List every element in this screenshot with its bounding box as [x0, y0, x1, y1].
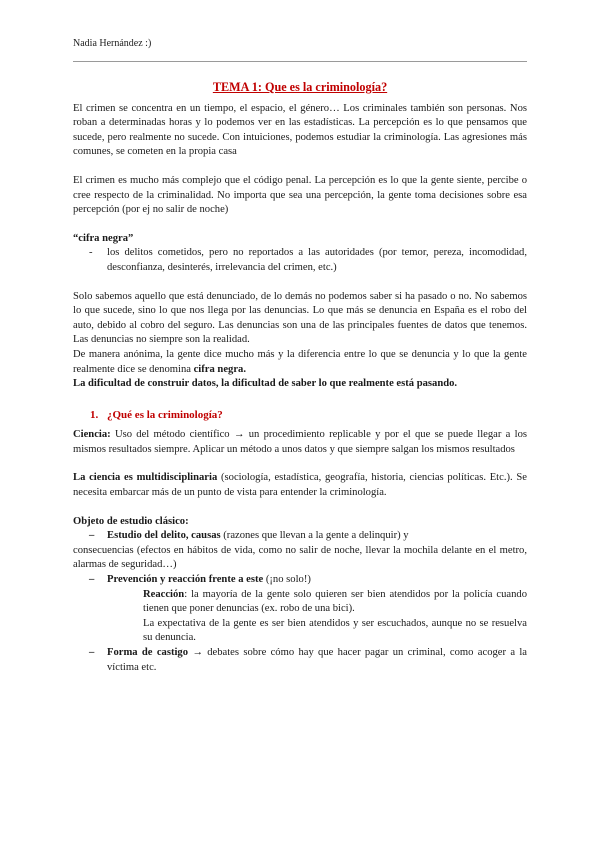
- expectativa-paragraph: La expectativa de la gente es ser bien atendidos y ser escuchados, aunque no se resuelva su denuncia.: [143, 617, 527, 644]
- dash-marker: –: [89, 574, 95, 586]
- objeto-item-estudio: [73, 529, 527, 544]
- anonima-text: De manera anónima, la gente dice mucho más y la diferencia entre lo que se denuncia y lo que la gente realmente dice se denomina: [73, 348, 527, 375]
- estudio-label: Estudio del delito, causas: [107, 530, 221, 542]
- cifra-negra-heading: “cifra negra”: [73, 232, 134, 244]
- paragraph-multidisciplinaria: [73, 471, 527, 500]
- paragraph-perception: El crimen es mucho más complejo que el código penal. La percepción es lo que la gente siente, percibe o cree respecto de la criminalidad. No importa que sea una percepción, la gente toma decisiones sobre esa percepción (por ej no salir de noche): [73, 174, 527, 216]
- section-label: ¿Qué es la criminología?: [107, 408, 223, 421]
- bullet-marker: -: [89, 247, 93, 259]
- paragraph-anonima: [73, 348, 527, 377]
- header-divider: [73, 61, 527, 62]
- objeto-item-castigo: [73, 646, 527, 675]
- section-heading-1: [73, 408, 527, 423]
- ciencia-label: Ciencia:: [73, 429, 111, 441]
- objeto-heading: Objeto de estudio clásico:: [73, 515, 189, 527]
- reaccion-text: : la mayoría de la gente solo quieren ser bien atendidos por la policía cuando tienen que poner denuncias (ex. robo de una bici).: [143, 588, 527, 615]
- page-title: TEMA 1: Que es la criminología?: [212, 80, 388, 94]
- prevencion-label: Prevención y reacción frente a este: [107, 574, 264, 586]
- multi-text: (sociología, estadística, geografía, historia, ciencias políticas. Etc.). Se necesita embarcar más de un punto de vista para entender la criminología.: [73, 472, 527, 499]
- dash-marker: –: [89, 647, 95, 658]
- reaccion-label: Reacción: [143, 588, 185, 600]
- estudio-continuation: consecuencias (efectos en hábitos de vida, como no salir de noche, llevar la mochila delante en el metro, alarmas de seguridad…): [73, 544, 527, 571]
- multi-label: La ciencia es multidisciplinaria: [73, 472, 218, 484]
- paragraph-dificultad: La dificultad de construir datos, la dificultad de saber lo que realmente está pasando.: [73, 378, 458, 390]
- anonima-bold: cifra negra.: [193, 363, 246, 375]
- paragraph-intro: El crimen se concentra en un tiempo, el espacio, el género… Los criminales también son personas. Nos roban a determinadas horas y lo podemos ver en las estadísticas. La percepción es lo que pensamos que sucede, pero realmente no sucede. Con intuiciones, podemos estudiar la criminología. Las agresiones más comunes, se cometen en la propia casa: [73, 102, 527, 158]
- document-body: [73, 80, 527, 675]
- header-author: Nadia Hernández :): [73, 38, 152, 49]
- cifra-negra-item: [73, 246, 527, 275]
- ciencia-text: Uso del método científico → un procedimiento replicable y por el que se puede llegar a los mismos resultados siempre. Aplicar un método a unos datos y que siempre salgan los mismos resultados: [73, 429, 527, 455]
- section-number: 1.: [90, 408, 99, 421]
- estudio-text: (razones que llevan a la gente a delinquir) y: [220, 530, 409, 542]
- paragraph-ciencia: [73, 428, 527, 457]
- castigo-text: → debates sobre cómo hay que hacer pagar un criminal, como acoger a la víctima etc.: [107, 647, 528, 673]
- reaccion-paragraph: [73, 588, 527, 617]
- cifra-negra-text: los delitos cometidos, pero no reportados a las autoridades (por temor, pereza, incomodidad, desconfianza, desinterés, irrelevancia del crimen, etc.): [107, 247, 527, 273]
- castigo-label: Forma de castigo: [107, 647, 189, 658]
- objeto-item-prevencion: [73, 573, 527, 588]
- prevencion-text: (¡no solo!): [263, 574, 311, 586]
- paragraph-denuncias: Solo sabemos aquello que está denunciado, de lo demás no podemos saber si ha pasado o no. No sabemos lo que sucede, sino lo que nos llega por las denuncias. Lo que más se denuncia en España es el robo del auto, debido al cobro del seguro. Las denuncias son una de las principales fuentes de datos que tenemos. Las denuncias no siempre son la realidad.: [73, 290, 527, 346]
- dash-marker: –: [89, 530, 95, 542]
